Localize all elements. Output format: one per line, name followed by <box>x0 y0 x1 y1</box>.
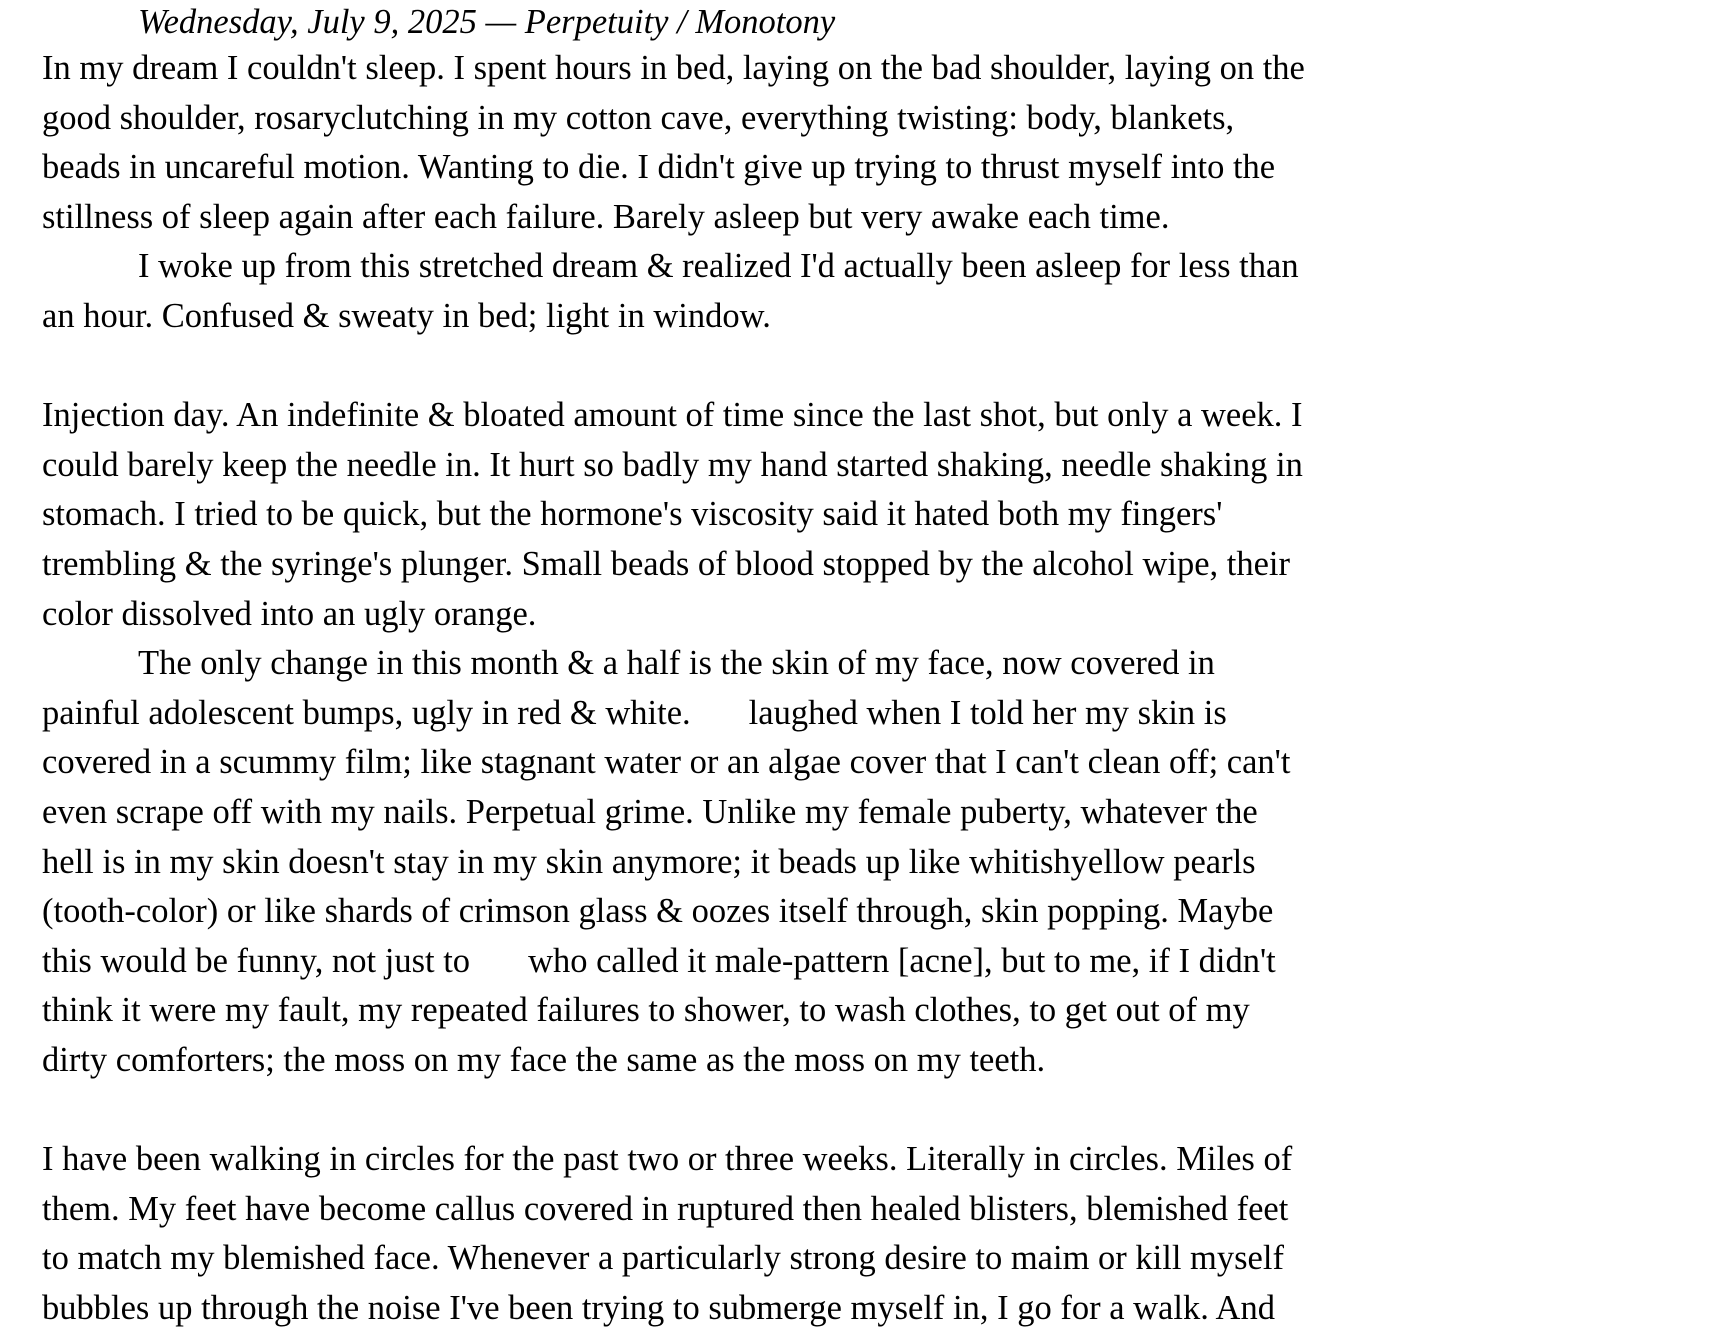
text-line <box>42 689 1482 739</box>
text-line: color dissolved into an ugly orange. <box>42 594 537 633</box>
paragraph-spacer <box>42 1085 1482 1135</box>
text-line: I woke up from this stretched dream & realized I'd actually been asleep for less than <box>138 247 1299 286</box>
text-segment: who called it male-pattern [acne], but to me, if I didn't <box>528 941 1276 980</box>
paragraph-dream <box>42 44 1482 242</box>
text-line <box>42 937 1482 987</box>
paragraph-skin <box>42 639 1482 1085</box>
text-line: stomach. I tried to be quick, but the hormone's viscosity said it hated both my fingers' <box>42 495 1223 534</box>
text-segment: painful adolescent bumps, ugly in red & white. <box>42 693 691 732</box>
text-line: beads in uncareful motion. Wanting to die. I didn't give up trying to thrust myself into the <box>42 148 1276 187</box>
text-line: think it were my fault, my repeated failures to shower, to wash clothes, to get out of my <box>42 991 1250 1030</box>
text-line: covered in a scummy film; like stagnant water or an algae cover that I can't clean off; can't <box>42 743 1291 782</box>
text-line: dirty comforters; the moss on my face the same as the moss on my teeth. <box>42 1040 1046 1079</box>
text-line: Injection day. An indefinite & bloated amount of time since the last shot, but only a week. I <box>42 396 1303 435</box>
text-line: could barely keep the needle in. It hurt so badly my hand started shaking, needle shaking in <box>42 445 1303 484</box>
paragraph-spacer <box>42 342 1482 392</box>
text-line: stillness of sleep again after each failure. Barely asleep but very awake each time. <box>42 197 1170 236</box>
paragraph-walking <box>42 1135 1482 1333</box>
text-line: to match my blemished face. Whenever a particularly strong desire to maim or kill myself <box>42 1239 1284 1278</box>
text-line: hell is in my skin doesn't stay in my skin anymore; it beads up like whitishyellow pearls <box>42 842 1256 881</box>
text-line: them. My feet have become callus covered in ruptured then healed blisters, blemished feet <box>42 1189 1289 1228</box>
paragraph-injection <box>42 391 1482 639</box>
journal-document <box>42 0 1482 1333</box>
text-line: bubbles up through the noise I've been trying to submerge myself in, I go for a walk. And <box>42 1288 1275 1327</box>
text-line: In my dream I couldn't sleep. I spent hours in bed, laying on the bad shoulder, laying on the <box>42 49 1305 87</box>
text-segment: this would be funny, not just to <box>42 941 471 980</box>
text-line: good shoulder, rosaryclutching in my cotton cave, everything twisting: body, blankets, <box>42 98 1235 137</box>
text-line: (tooth-color) or like shards of crimson glass & oozes itself through, skin popping. Maybe <box>42 892 1274 931</box>
paragraph-woke-up <box>42 242 1482 341</box>
entry-heading: Wednesday, July 9, 2025 — Perpetuity / Monotony <box>138 3 836 41</box>
text-line: an hour. Confused & sweaty in bed; light in window. <box>42 296 771 335</box>
text-line: I have been walking in circles for the past two or three weeks. Literally in circles. Miles of <box>42 1140 1293 1179</box>
text-line: trembling & the syringe's plunger. Small beads of blood stopped by the alcohol wipe, their <box>42 544 1290 583</box>
text-line: even scrape off with my nails. Perpetual grime. Unlike my female puberty, whatever the <box>42 792 1258 831</box>
text-line: The only change in this month & a half is the skin of my face, now covered in <box>138 644 1215 683</box>
text-segment: laughed when I told her my skin is <box>748 693 1227 732</box>
